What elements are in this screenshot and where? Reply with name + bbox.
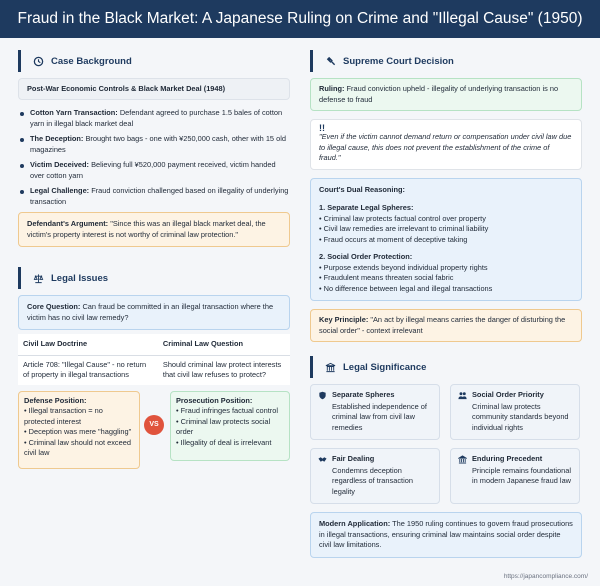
- people-icon: [458, 391, 467, 400]
- decision-heading-text: Supreme Court Decision: [343, 55, 454, 67]
- list-item: • Illegality of deal is irrelevant: [176, 437, 272, 447]
- doctrine-table: [18, 334, 290, 385]
- table-row: [18, 355, 290, 385]
- card-text: Established independence of criminal law from civil law remedies: [332, 401, 427, 432]
- prosecution-label: Prosecution Position:: [176, 395, 253, 405]
- card-header: [458, 390, 572, 401]
- reasoning-box: [310, 178, 582, 302]
- bullet-text: Fraud conviction challenged based on illegality of underlying transaction: [30, 186, 289, 206]
- principle-label: Key Principle:: [319, 315, 369, 324]
- card-text: Condemns deception regardless of transaction legality: [332, 465, 413, 496]
- card-title: Separate Spheres: [332, 390, 395, 399]
- significance-card-social-order: [450, 384, 580, 440]
- case-bullet-list: [18, 108, 290, 207]
- bullet-label: The Deception:: [30, 134, 84, 143]
- footer-url: https://japancompliance.com/: [503, 573, 588, 580]
- significance-heading-text: Legal Significance: [343, 361, 427, 373]
- argument-text: "Since this was an illegal black market deal, the victim's property interest is not worthy of criminal law protection.": [27, 219, 266, 239]
- card-header: [458, 454, 572, 465]
- shield-icon: [318, 391, 327, 400]
- principle-text: "An act by illegal means carries the danger of disturbing the social order" - context irrelevant: [319, 315, 566, 335]
- defense-label: Defense Position:: [24, 395, 87, 405]
- defense-list: [24, 406, 134, 459]
- prosecution-list: [176, 406, 284, 448]
- key-principle-box: [310, 309, 582, 342]
- core-text: Can fraud be committed in an illegal transaction where the victim has no civil law remedy?: [27, 302, 274, 322]
- defendant-argument-box: [18, 212, 290, 247]
- table-header-civil: Civil Law Doctrine: [18, 334, 158, 355]
- card-title: Enduring Precedent: [472, 454, 543, 463]
- card-header: [318, 454, 432, 465]
- handshake-icon: [318, 455, 327, 464]
- bullet-text: Defendant agreed to purchase 1.5 bales of cotton yarn in illegal black market deal: [30, 108, 283, 128]
- case-subheading: [18, 78, 290, 100]
- list-item: • Purpose extends beyond individual property rights: [319, 262, 488, 272]
- legal-issues-heading: [18, 267, 290, 289]
- significance-card-fair-dealing: [310, 448, 440, 504]
- decision-heading: [310, 50, 582, 72]
- page-title: Fraud in the Black Market: A Japanese Ruling on Crime and "Illegal Cause" (1950): [0, 0, 600, 38]
- bullet-label: Cotton Yarn Transaction:: [30, 108, 118, 117]
- list-item: [18, 186, 290, 207]
- card-title: Fair Dealing: [332, 454, 375, 463]
- list-item: [18, 134, 290, 155]
- building-icon: [458, 455, 467, 464]
- table-header-criminal: Criminal Law Question: [158, 334, 290, 355]
- significance-heading: [310, 356, 582, 378]
- court-quote-box: [310, 119, 582, 170]
- list-item: • Civil law remedies are irrelevant to criminal liability: [319, 224, 489, 233]
- part2-title: 2. Social Order Protection:: [319, 252, 413, 261]
- part1-title: 1. Separate Legal Spheres:: [319, 203, 414, 212]
- ruling-box: [310, 78, 582, 111]
- significance-grid: [310, 384, 582, 512]
- history-icon: [33, 56, 44, 67]
- positions-row: [18, 391, 290, 471]
- list-item: • Criminal law protects factual control over property: [319, 213, 486, 223]
- modern-application-box: [310, 512, 582, 558]
- ruling-text: Fraud conviction upheld - illegality of underlying transaction is no defense to fraud: [319, 84, 559, 104]
- list-item: • Illegal transaction = no protected interest: [24, 406, 103, 426]
- ruling-label: Ruling:: [319, 84, 345, 93]
- list-item: [18, 108, 290, 129]
- bullet-text: Believing full ¥520,000 payment received, victim handed over cotton yarn: [30, 160, 276, 180]
- case-background-heading-text: Case Background: [51, 55, 132, 67]
- core-label: Core Question:: [27, 302, 81, 311]
- quote-icon: !!: [319, 123, 325, 133]
- case-subheading-text: Post-War Economic Controls & Black Market Deal (1948): [27, 83, 226, 93]
- court-quote-text: "Even if the victim cannot demand return or compensation under civil law due to illegal cause, this does not prevent the establishment of the crime of fraud.": [319, 132, 572, 162]
- case-background-heading: [18, 50, 290, 72]
- card-header: [318, 390, 432, 401]
- core-question-box: [18, 295, 290, 330]
- scales-icon: [33, 273, 44, 284]
- table-cell-civil: Article 708: "Illegal Cause" - no return of property in illegal transactions: [23, 359, 147, 379]
- significance-card-enduring-precedent: [450, 448, 580, 504]
- card-text: Principle remains foundational in modern Japanese fraud law: [472, 465, 572, 485]
- list-item: • Fraud infringes factual control: [176, 406, 279, 415]
- list-item: • Fraud occurs at moment of deceptive taking: [319, 234, 468, 244]
- prosecution-position-box: [170, 391, 290, 461]
- significance-card-separate-spheres: [310, 384, 440, 440]
- list-item: • Fraudulent means threaten social fabric: [319, 273, 454, 282]
- reasoning-title: Court's Dual Reasoning:: [319, 184, 405, 194]
- bullet-text: Brought two bags - one with ¥250,000 cash, other with 15 old magazines: [30, 134, 286, 154]
- vs-badge: VS: [144, 415, 164, 435]
- bullet-label: Victim Deceived:: [30, 160, 90, 169]
- card-title: Social Order Priority: [472, 390, 544, 399]
- part1-list: [319, 214, 573, 246]
- gavel-icon: [325, 56, 336, 67]
- right-column: [310, 50, 582, 558]
- list-item: • No difference between legal and illegal transactions: [319, 283, 493, 293]
- list-item: • Criminal law should not exceed civil law: [24, 437, 131, 457]
- list-item: • Criminal law protects social order: [176, 416, 271, 436]
- list-item: [18, 160, 290, 181]
- table-cell-criminal: Should criminal law protect interests that civil law refuses to protect?: [162, 359, 282, 379]
- left-column: [18, 50, 290, 471]
- table-header-row: [18, 334, 290, 355]
- list-item: • Deception was mere "haggling": [24, 427, 132, 436]
- modern-label: Modern Application:: [319, 519, 391, 528]
- defense-position-box: [18, 391, 140, 469]
- modern-text: The 1950 ruling continues to govern fraud prosecutions in illegal transactions, ensuring criminal law maintains social order despite civil law limitations.: [319, 519, 573, 549]
- card-text: Criminal law protects community standards beyond individual rights: [472, 401, 569, 432]
- argument-label: Defendant's Argument:: [27, 219, 109, 228]
- legal-issues-heading-text: Legal Issues: [51, 272, 109, 284]
- institution-icon: [325, 362, 336, 373]
- bullet-label: Legal Challenge:: [30, 186, 90, 195]
- part2-list: [319, 263, 573, 295]
